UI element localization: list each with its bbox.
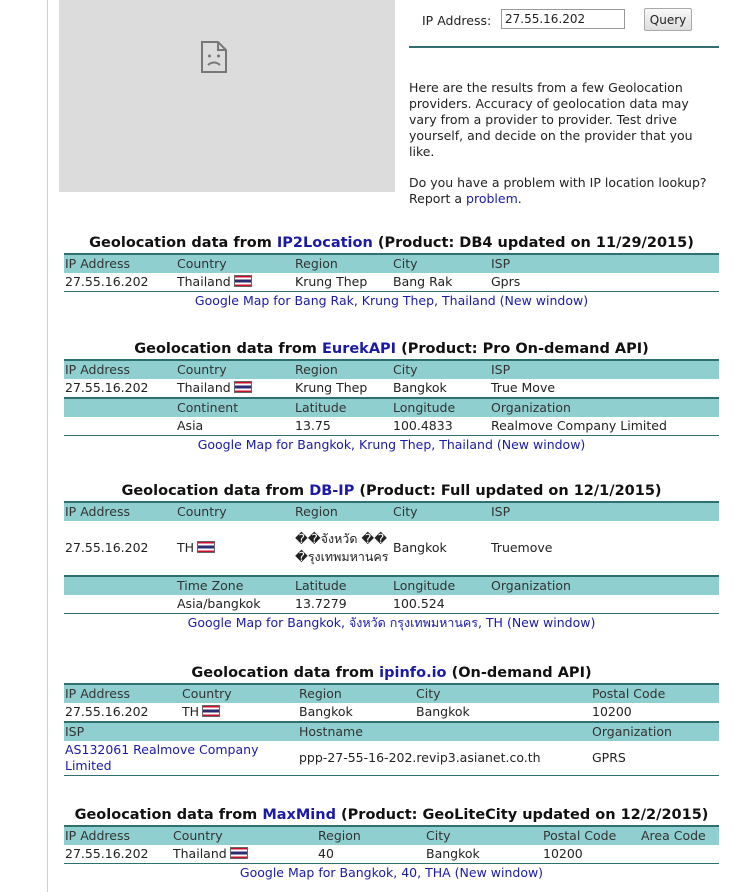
ip-cell: 27.55.16.202 [65,540,149,555]
header-cell: Country [176,360,294,379]
header-cell: ISP [490,254,719,273]
section-title: Geolocation data from DB-IP (Product: Full updated on 12/1/2015) [121,483,662,499]
header-cell: City [415,684,591,703]
provider-link-maxmind[interactable]: MaxMind [262,807,336,823]
table-row [64,741,719,776]
table-row [64,703,719,722]
ip2location-table [64,253,719,292]
map-link-row [64,292,719,310]
intro-text [409,80,719,222]
latitude-cell: 13.7279 [295,596,347,611]
thailand-flag-icon [197,541,215,553]
longitude-cell: 100.524 [393,596,445,611]
provider-link-ipinfo[interactable]: ipinfo.io [379,665,447,681]
table-row [64,521,719,576]
header-cell: City [392,502,490,521]
thailand-flag-icon [230,847,248,859]
broken-image-icon [200,40,228,74]
section-title: Geolocation data from ipinfo.io (On-demand API) [191,665,592,681]
header-cell: Country [172,826,317,845]
problem-suffix: . [517,191,522,206]
map-placeholder [59,0,395,192]
table-header-row [64,722,719,741]
header-cell: Country [176,254,294,273]
postal-code-cell: 10200 [592,704,632,719]
provider-link-eurekapi[interactable]: EurekAPI [321,341,397,357]
continent-cell: Asia [177,418,204,433]
thailand-flag-icon [234,381,252,393]
header-cell: IP Address [64,254,176,273]
intro-paragraph: Here are the results from a few Geolocation providers. Accuracy of geolocation data may vary from a provider to provider. Test drive yourself, and decide on the provider that you like. [409,80,693,159]
ipinfo-section [64,663,719,776]
maxmind-section [64,805,719,882]
city-cell: Bangkok [416,704,470,719]
table-row [64,273,719,292]
region-cell: Bangkok [299,704,353,719]
table-header-row [64,398,719,417]
dbip-section [64,481,719,632]
city-cell: Bangkok [393,380,447,395]
country-cell: Thailand [172,845,317,864]
problem-paragraph [409,175,719,207]
region-cell: ��จังหวัด ���รุงเทพมหานคร [295,531,389,564]
eurekapi-table [64,359,719,436]
header-cell: Region [298,684,415,703]
header-cell: Region [294,254,392,273]
table-header-row [64,684,719,703]
isp-link[interactable]: AS132061 Realmove Company Limited [65,742,259,773]
header-cell: IP Address [64,826,172,845]
header-cell: Organization [591,722,719,741]
organization-cell: Realmove Company Limited [491,418,667,433]
header-cell: City [392,360,490,379]
provider-link-dbip[interactable]: DB-IP [309,483,355,499]
city-cell: Bangkok [426,846,480,861]
google-map-link[interactable]: Google Map for Bangkok, 40, THA (New window) [239,865,544,880]
table-row [64,379,719,398]
header-cell: Longitude [392,576,490,595]
ip-address-label: IP Address: [422,13,492,28]
maxmind-table [64,825,719,864]
header-cell: ISP [490,502,719,521]
postal-code-cell: 10200 [543,846,583,861]
table-header-row [64,360,719,379]
header-cell: Region [294,502,392,521]
region-cell: Krung Thep [295,274,368,289]
ip-cell: 27.55.16.202 [65,274,149,289]
organization-cell: GPRS [592,750,626,765]
header-cell: Region [294,360,392,379]
header-cell: Continent [176,398,294,417]
table-row [64,595,719,614]
ip2location-section [64,233,719,310]
header-cell: Postal Code [542,826,640,845]
isp-cell: Gprs [491,274,521,289]
eurekapi-section [64,339,719,454]
country-cell: TH [176,521,294,576]
isp-cell [64,741,298,776]
timezone-cell: Asia/bangkok [177,596,261,611]
city-cell: Bangkok [393,540,447,555]
google-map-link[interactable]: Google Map for Bangkok, Krung Thep, Thailand (New window) [197,437,586,452]
problem-link[interactable]: problem [466,191,518,206]
form-divider [409,46,719,48]
section-title: Geolocation data from MaxMind (Product: GeoLiteCity updated on 12/2/2015) [74,807,709,823]
ip-cell: 27.55.16.202 [65,704,149,719]
country-cell: Thailand [176,273,294,292]
map-link-row [64,864,719,882]
header-cell: Longitude [392,398,490,417]
left-margin-bar [0,0,48,892]
table-row [64,417,719,436]
map-link-row [64,614,719,632]
table-header-row [64,502,719,521]
header-cell [64,576,176,595]
thailand-flag-icon [234,275,252,287]
ip-cell: 27.55.16.202 [65,380,149,395]
country-cell: TH [181,703,298,722]
ip-cell: 27.55.16.202 [65,846,149,861]
region-cell: 40 [318,846,334,861]
problem-prefix: Do you have a problem with IP location lookup? Report a [409,175,707,206]
header-cell: City [392,254,490,273]
header-cell: IP Address [64,360,176,379]
header-cell: City [425,826,542,845]
section-title: Geolocation data from EurekAPI (Product: Pro On-demand API) [134,341,649,357]
header-cell: Organization [490,398,719,417]
header-cell: IP Address [64,684,181,703]
area-code-cell [640,845,719,864]
hostname-cell: ppp-27-55-16-202.revip3.asianet.co.th [299,750,541,765]
header-cell [64,398,176,417]
thailand-flag-icon [202,705,220,717]
header-cell: ISP [490,360,719,379]
table-row [64,845,719,864]
header-cell: Latitude [294,576,392,595]
ip-address-input[interactable] [501,9,625,29]
organization-cell [490,595,719,614]
header-cell: IP Address [64,502,176,521]
google-map-link[interactable]: Google Map for Bang Rak, Krung Thep, Thailand (New window) [194,293,589,308]
ip-lookup-form [422,8,722,34]
google-map-link[interactable]: Google Map for Bangkok, จังหวัด กรุงเทพมหานคร, TH (New window) [187,615,596,630]
query-button[interactable]: Query [644,8,692,31]
longitude-cell: 100.4833 [393,418,453,433]
header-cell: ISP [64,722,298,741]
header-cell: Hostname [298,722,591,741]
isp-cell: Truemove [491,540,553,555]
header-cell: Latitude [294,398,392,417]
section-title: Geolocation data from IP2Location (Product: DB4 updated on 11/29/2015) [89,235,694,251]
header-cell: Time Zone [176,576,294,595]
table-header-row [64,576,719,595]
city-cell: Bang Rak [393,274,453,289]
isp-cell: True Move [491,380,556,395]
header-cell: Area Code [640,826,719,845]
header-cell: Country [181,684,298,703]
region-cell: Krung Thep [295,380,368,395]
latitude-cell: 13.75 [295,418,331,433]
header-cell: Country [176,502,294,521]
header-cell: Organization [490,576,719,595]
country-cell: Thailand [176,379,294,398]
ipinfo-table [64,683,719,776]
header-cell: Postal Code [591,684,719,703]
provider-link-ip2location[interactable]: IP2Location [276,235,373,251]
table-header-row [64,826,719,845]
map-link-row [64,436,719,454]
dbip-table [64,501,719,614]
header-cell: Region [317,826,425,845]
table-header-row [64,254,719,273]
